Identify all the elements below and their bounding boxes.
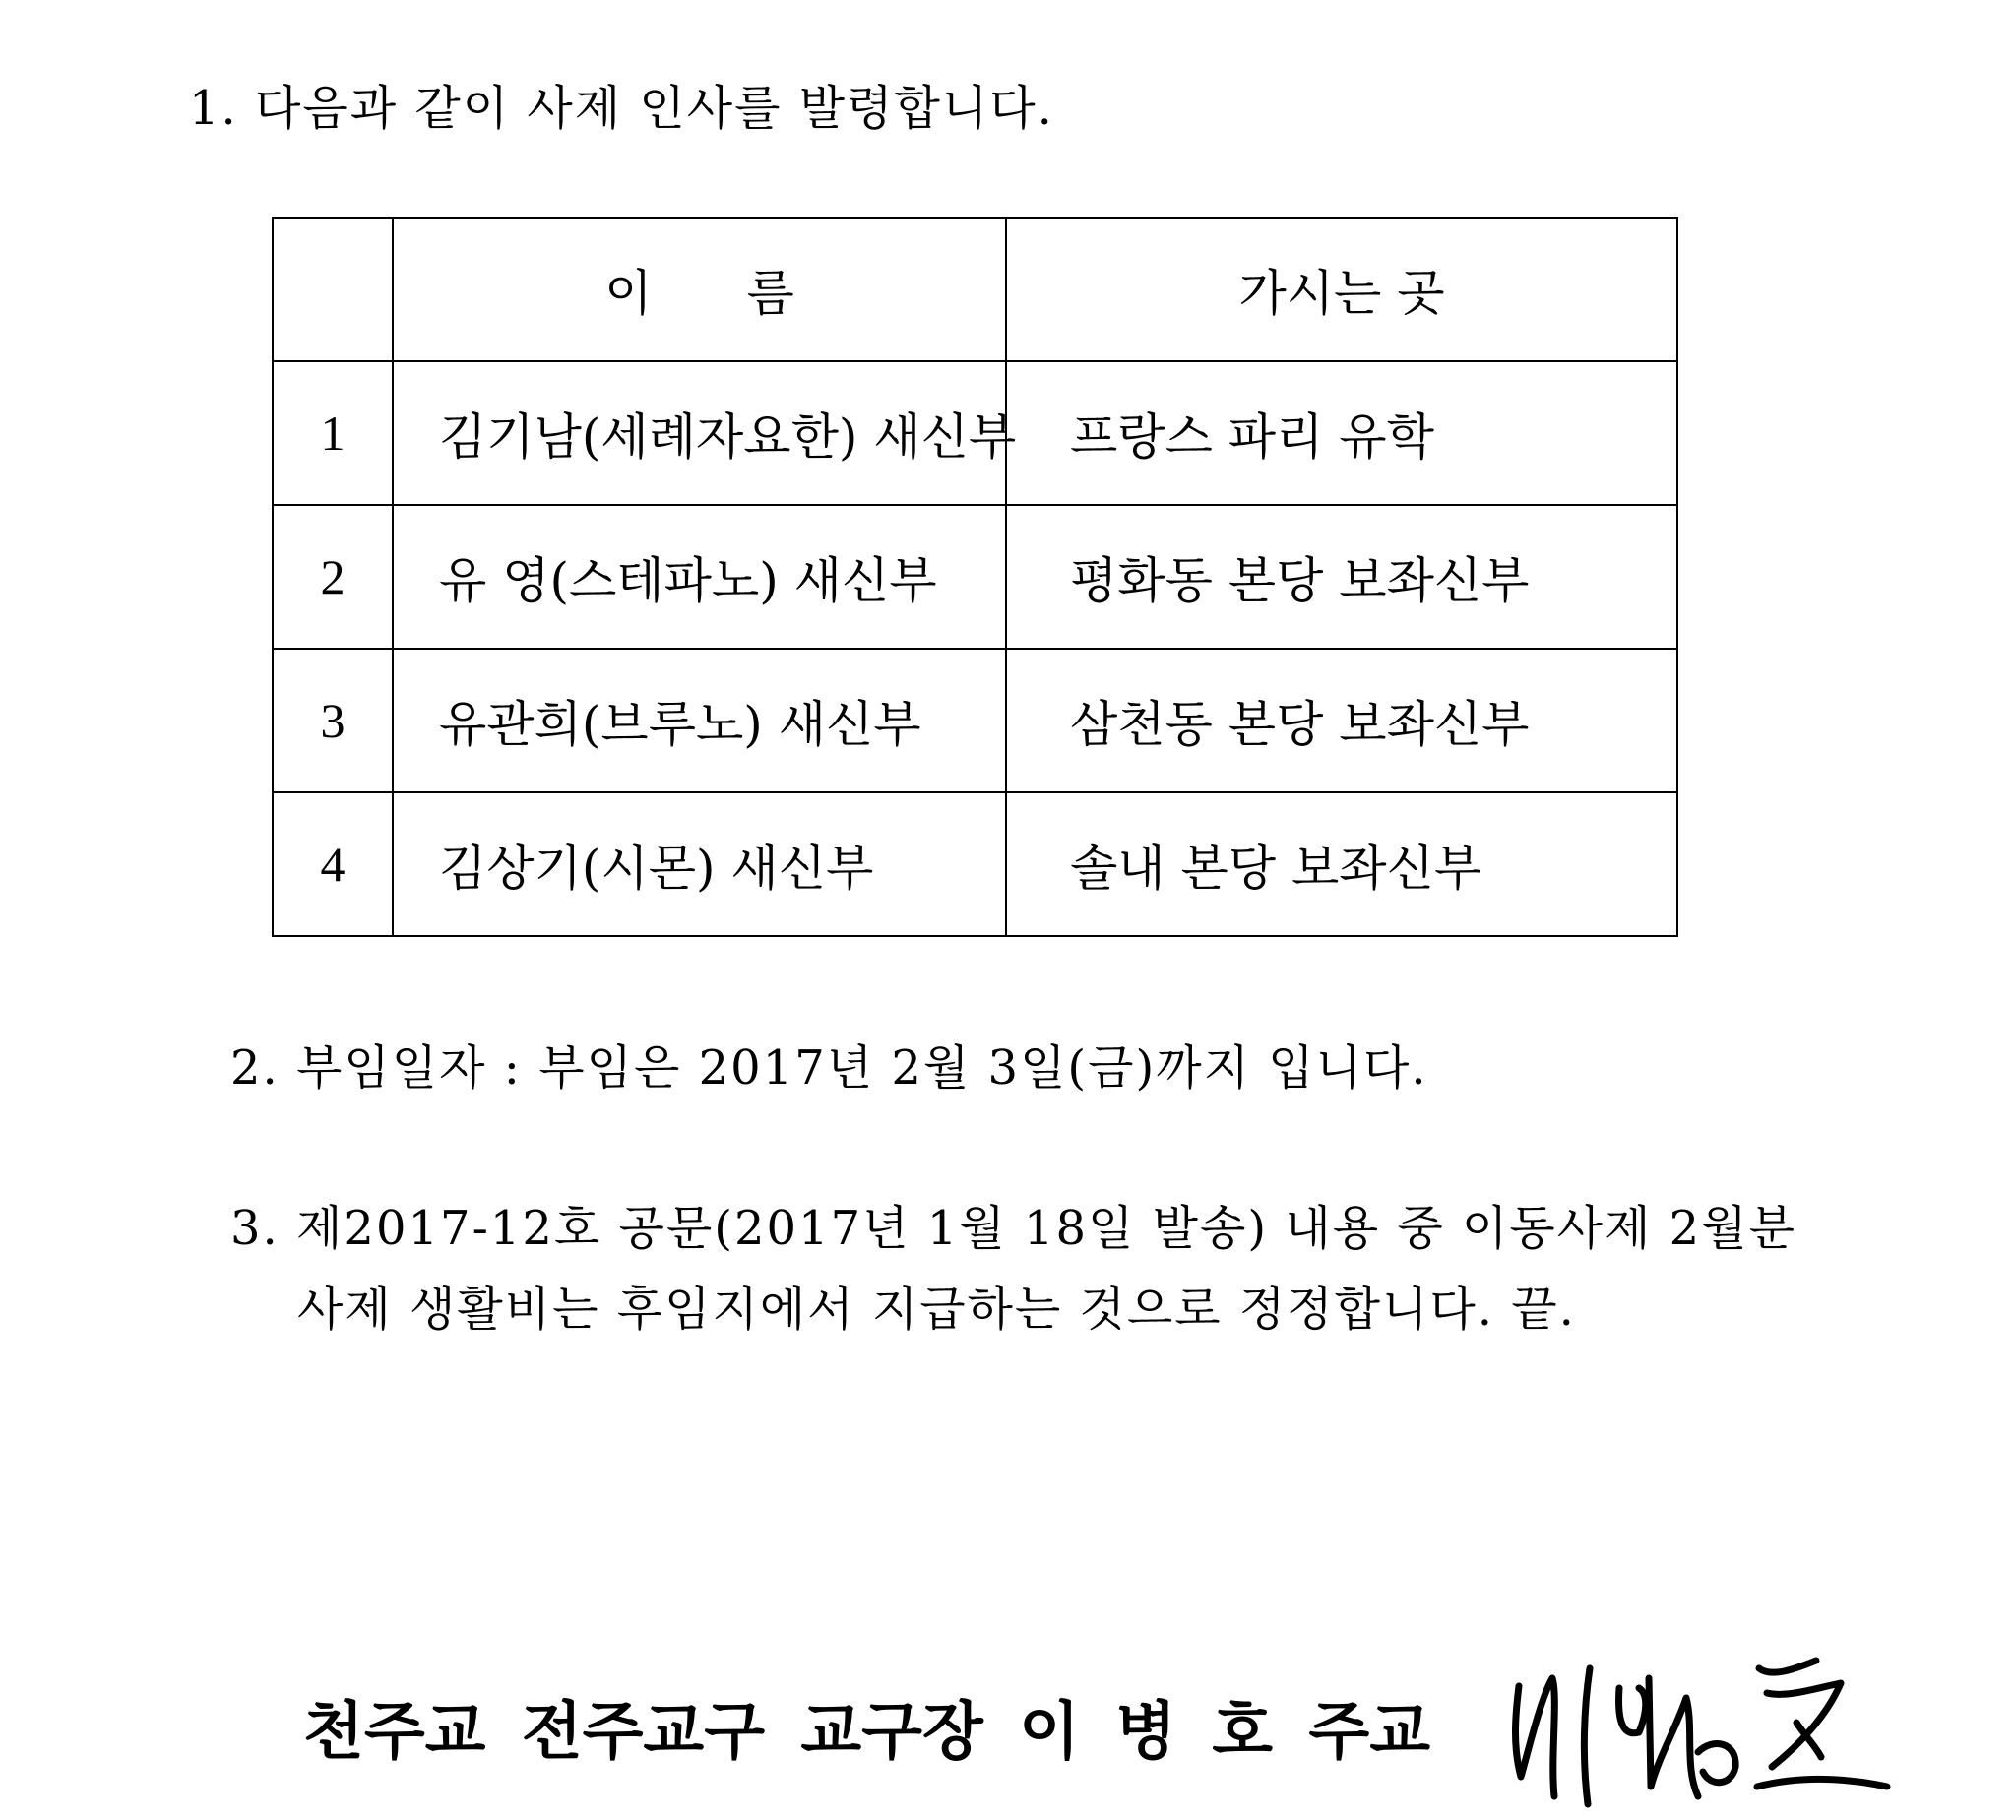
item-3-text-line2: 사제 생활비는 후임지에서 지급하는 것으로 정정합니다. 끝.	[297, 1282, 1576, 1337]
item-3-text-line1: 3. 제2017-12호 공문(2017년 1월 18일 발송) 내용 중 이동사제 2월분	[230, 1201, 1796, 1256]
table-row	[273, 505, 1677, 649]
row-destination: 평화동 본당 보좌신부	[1006, 505, 1677, 649]
assignment-table	[272, 217, 1678, 937]
row-name: 김기남(세례자요한) 새신부	[393, 361, 1006, 505]
row-destination: 삼천동 본당 보좌신부	[1006, 649, 1677, 792]
table-header-row	[273, 218, 1677, 361]
row-number: 4	[273, 792, 393, 936]
row-number: 1	[273, 361, 393, 505]
header-destination: 가시는 곳	[1006, 218, 1677, 361]
item-1-text: 1. 다음과 같이 사제 인사를 발령합니다.	[189, 81, 1054, 136]
row-number: 3	[273, 649, 393, 792]
header-name: 이 름	[393, 218, 1006, 361]
table-row	[273, 361, 1677, 505]
issuer-signature-line: 천주교 전주교구 교구장 이 병 호 주교	[303, 1696, 1431, 1769]
table-row	[273, 792, 1677, 936]
header-number	[273, 218, 393, 361]
row-destination: 프랑스 파리 유학	[1006, 361, 1677, 505]
row-name: 유관희(브루노) 새신부	[393, 649, 1006, 792]
row-name: 유 영(스테파노) 새신부	[393, 505, 1006, 649]
item-2-text: 2. 부임일자 : 부임은 2017년 2월 3일(금)까지 입니다.	[230, 1040, 1428, 1096]
row-destination: 솔내 본당 보좌신부	[1006, 792, 1677, 936]
row-name: 김상기(시몬) 새신부	[393, 792, 1006, 936]
table-row	[273, 649, 1677, 792]
row-number: 2	[273, 505, 393, 649]
handwritten-signature	[1501, 1639, 1895, 1811]
